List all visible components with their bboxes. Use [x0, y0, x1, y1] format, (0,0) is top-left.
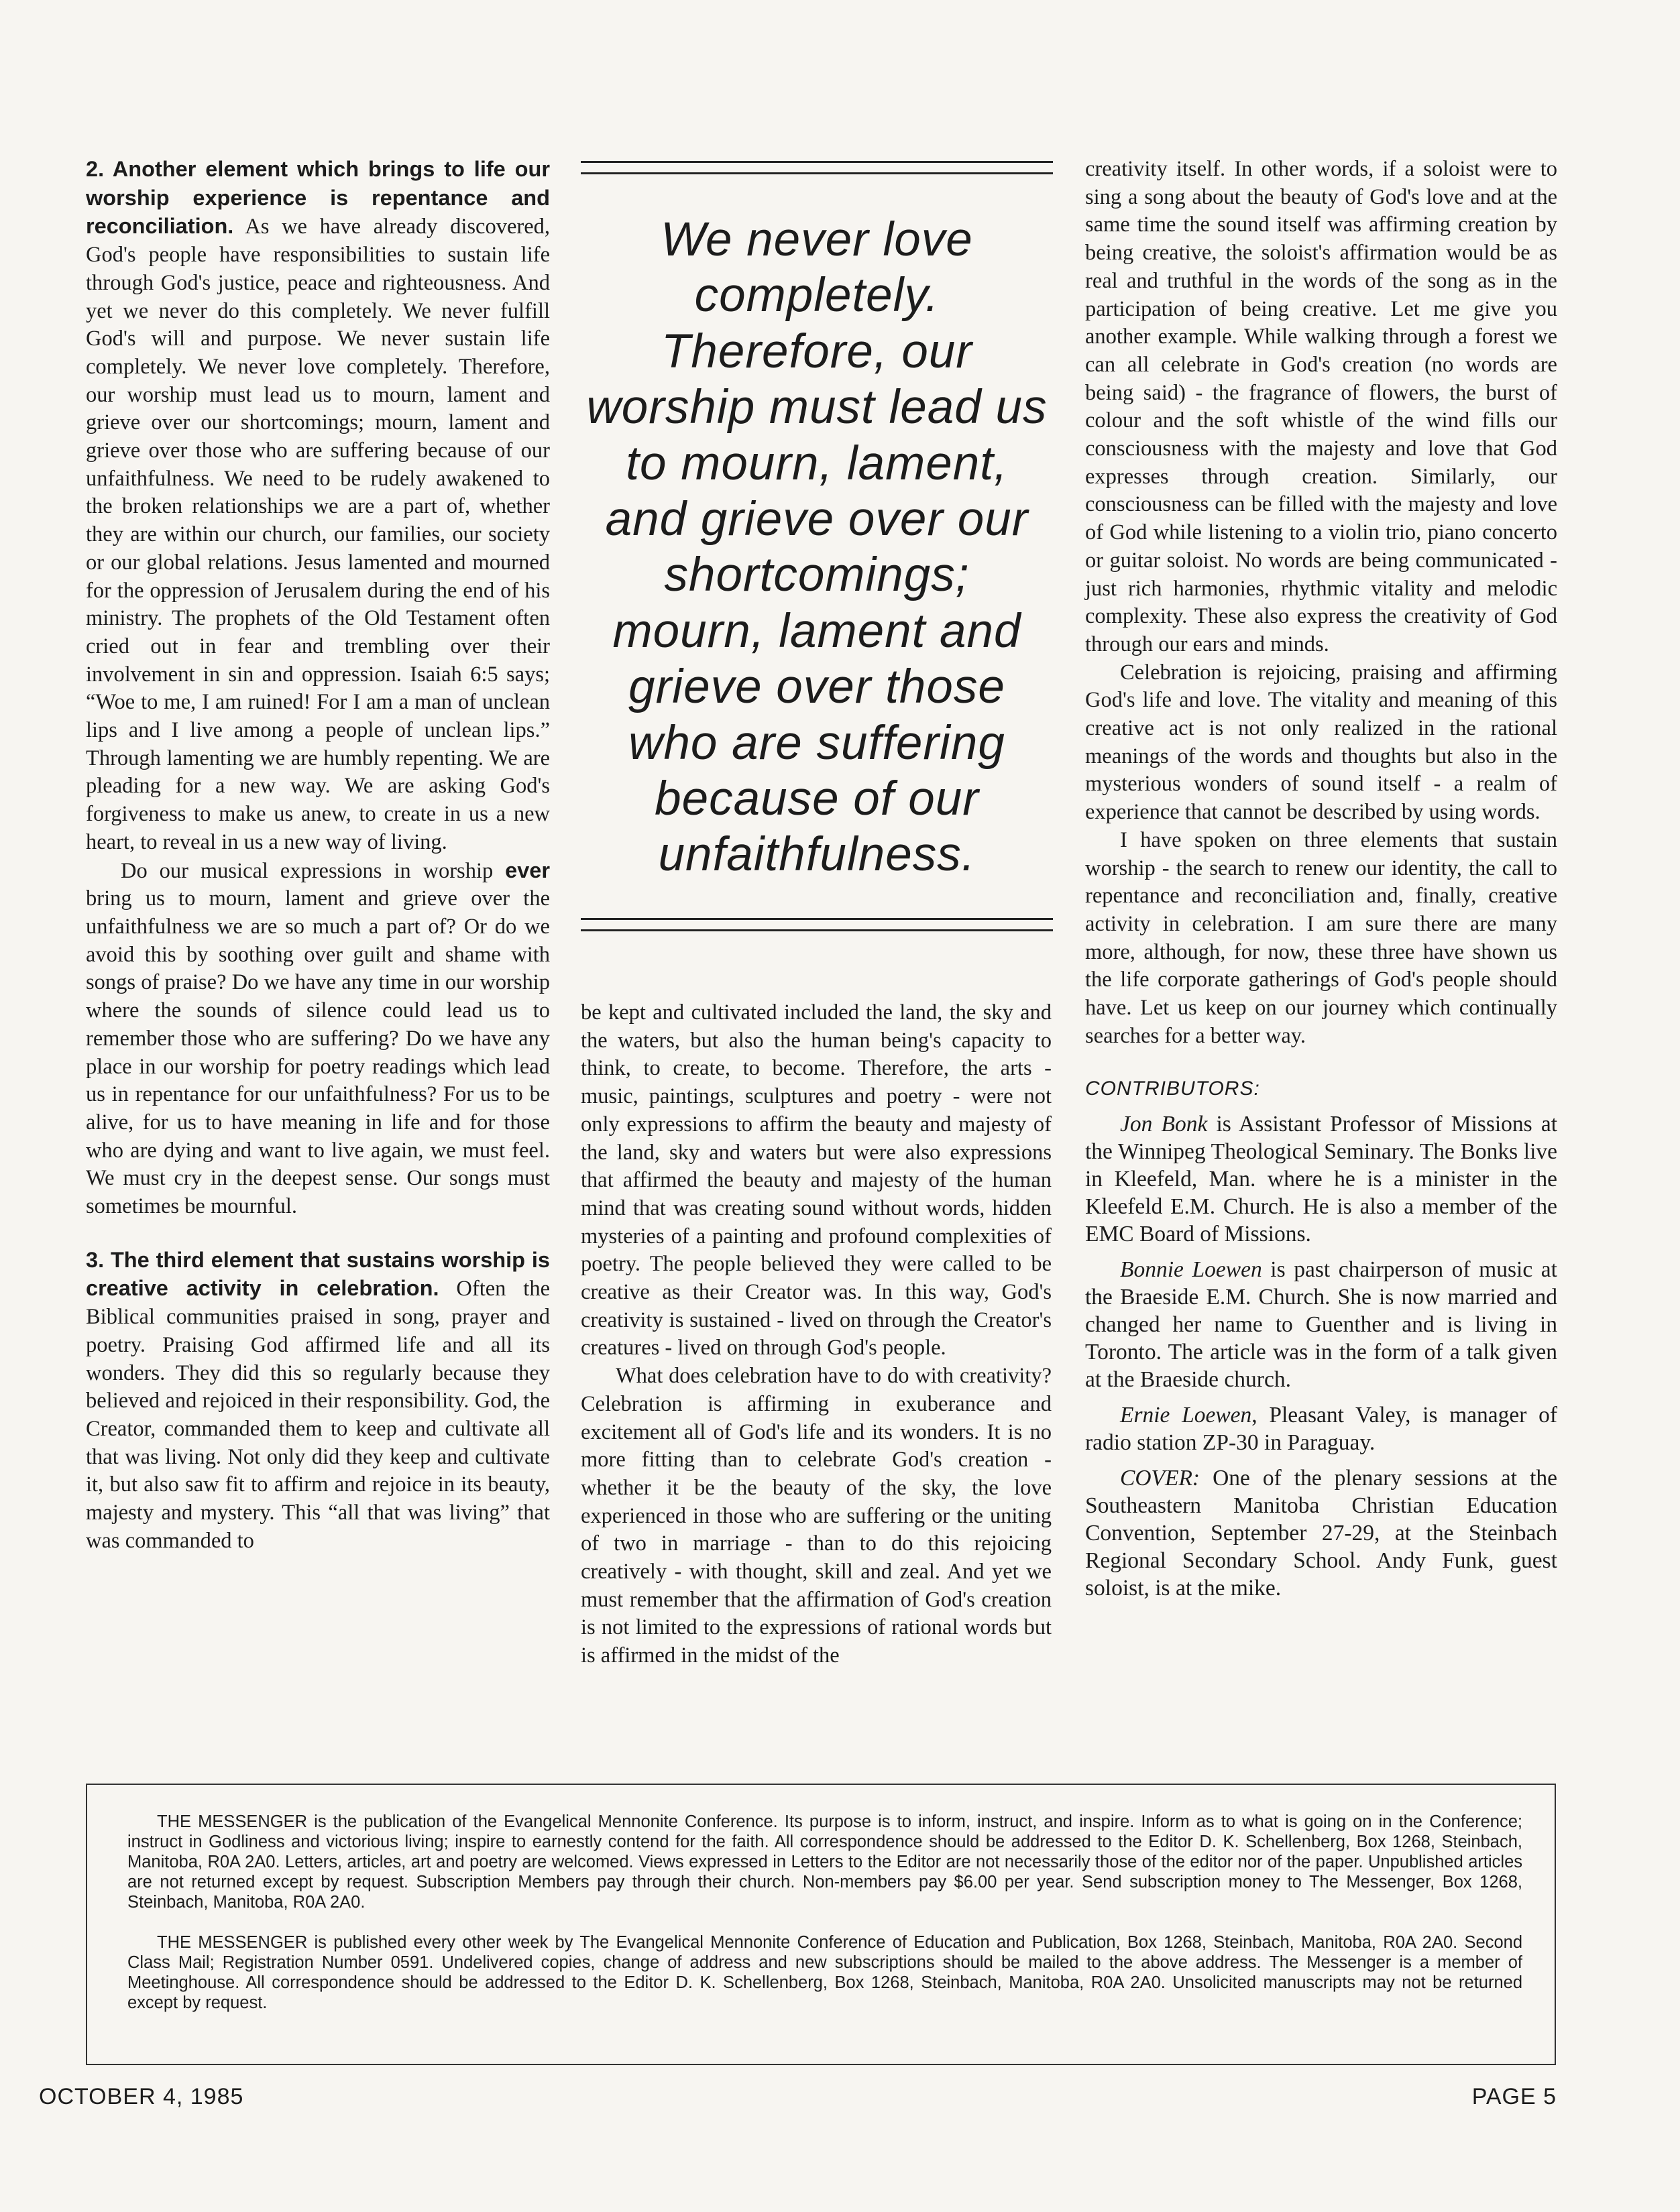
pull-quote-text: We never love completely. Therefore, our worship must lead us to mourn, lament, and grieve over our shortcomings; mourn, lament and grieve over those who are suffering because of our unfaithfulness. — [586, 213, 1048, 882]
paragraph-celebration-rejoicing: Celebration is rejoicing, praising and affirming God's life and love. The vitality and meaning of this creative act is not only realized in the rational meanings of the words and thoughts but also in the mysterious wonders of sound itself - a realm of experience that cannot be described by using words. — [1085, 660, 1557, 825]
publication-info-paragraph: THE MESSENGER is published every other week by The Evangelical Mennonite Conference of Education and Publication, Box 1268, Steinbach, Manitoba, R0A 2A0. Second Class Mail; Registration Number 0591. Undelivered copies, change of address and new subscriptions should be mailed to the above address. The Messenger is a member of Meetinghouse. All correspondence should be addressed to the Editor D. K. Schellenberg, Box 1268, Steinbach, Manitoba, R0A 2A0. Unsolicited manuscripts may not be returned except by request. — [127, 1933, 1522, 2012]
footer-page-number: PAGE 5 — [1471, 2084, 1557, 2109]
paragraph-text: Often the Biblical communities praised in song, prayer and poetry. Praising God affirmed life and all its wonders. They did this so regularly because they believed and rejoiced in their responsibility. God, the Creator, commanded them to keep and cultivate all that was living. Not only did they keep and cultivate it, but also saw fit to affirm and rejoice in its beauty, majesty and mystery. This “all that was living” that was commanded to — [86, 1277, 551, 1553]
article-column-left — [86, 156, 550, 1555]
article-column-middle — [581, 999, 1052, 1670]
contributor-name: Jon Bonk — [1120, 1112, 1208, 1137]
publication-info-paragraph: THE MESSENGER is the publication of the Evangelical Mennonite Conference. Its purpose is to inform, instruct, and inspire. Inform as to what is going on in the Conference; instruct in Godliness and victorious living; inspire to earnestly contend for the faith. All correspondence should be addressed to the Editor D. K. Schellenberg, Box 1268, Steinbach, Manitoba, R0A 2A0. Letters, articles, art and poetry are welcomed. Views expressed in Letters to the Editor are not necessarily those of the editor nor of the paper. Unpublished articles are not returned except by request. Subscription Members pay through their church. Non-members pay $6.00 per year. Send subscription money to The Messenger, Box 1268, Steinbach, Manitoba, R0A 2A0. — [127, 1812, 1522, 1912]
pull-quote — [581, 161, 1053, 931]
section-heading-repentance: 2. Another element which brings to life our worship experience is repentance and reconciliation. — [86, 157, 550, 239]
contributor-text: , Pleasant Valey, is manager of radio station ZP-30 in Paraguay. — [1085, 1403, 1558, 1456]
paragraph-creative-activity — [86, 1246, 550, 1556]
paragraph-text: As we have already discovered, God's people have responsibilities to sustain life through God's justice, peace and righteousness. And yet we never do this completely. We never fulfill God's will and purpose. We never sustain life completely. We never love completely. Therefore, our worship must lead us to mourn, lament and grieve over our shortcomings; mourn, lament and grieve over those who are suffering because of our unfaithfulness. We need to be rudely awakened to the broken relationships we are a part of, whether they are within our church, our families, our society or our global relations. Jesus lamented and mourned for the oppression of Jerusalem during the end of his ministry. The prophets of the Old Testament often cried out in fear and trembling over their involvement in sin and oppression. Isaiah 6:5 says; “Woe to me, I am ruined! For I am a man of unclean lips and I live among a people of unclean lips.” Through lamenting we are humbly repenting. We are pleading for a new way. We are asking God's forgiveness to make us anew, to create in us a new heart, to reveal in us a new way of living. — [86, 215, 550, 854]
publication-info-box — [86, 1784, 1556, 2065]
footer-date: OCTOBER 4, 1985 — [39, 2084, 244, 2109]
cover-note — [1085, 1464, 1557, 1602]
cover-label: COVER: — [1120, 1466, 1200, 1491]
paragraph-repentance — [86, 156, 550, 857]
emphasis-word: ever — [505, 858, 550, 882]
paragraph-text: Do our musical expressions in worship — [121, 858, 506, 883]
pull-quote-top-rule — [581, 161, 1053, 174]
contributor-text: is past chairperson of music at the Braeside E.M. Church. She is now married and changed her name to Guenther and is living in Toronto. The article was in the form of a talk given at the Braeside church. — [1085, 1257, 1557, 1393]
paragraph-musical-expressions — [86, 857, 550, 1221]
contributor-name: Bonnie Loewen — [1120, 1257, 1262, 1283]
contributor-entry — [1085, 1401, 1557, 1456]
contributor-entry — [1085, 1110, 1557, 1248]
paragraph-text: bring us to mourn, lament and grieve over the unfaithfulness we are so much a part of? Or do we avoid this by soothing over guilt and shame with songs of praise? Do we have any time in our worship where the sounds of silence could lead us to remember those who are suffering? Do we have any place in our worship for poetry readings which lead us in repentance for our unfaithfulness? For us to be alive, for us to have meaning in life and for those who are dying and want to live again, we must feel. We must cry in the deepest sense. Our songs must sometimes be mournful. — [86, 886, 550, 1219]
contributor-text: is Assistant Professor of Missions at the Winnipeg Theological Seminary. The Bonks live in Kleefeld, Man. where he is a minister in the Kleefeld E.M. Church. He is also a member of the EMC Board of Missions. — [1085, 1112, 1557, 1247]
paragraph-arts: be kept and cultivated included the land, the sky and the waters, but also the human being's capacity to think, to create, to become. Therefore, the arts - music, paintings, sculptures and poetry - were not only expressions to affirm the beauty and majesty of the land, sky and waters but were also expressions that affirmed the beauty and majesty of the human mind that was creating sound without words, hidden mysteries of a painting and profound complexities of poetry. The people believed they were called to be creative as their Creator was. In this way, God's creativity is sustained - lived on through the Creator's creatures - lived on through God's people. — [581, 1000, 1052, 1360]
contributor-entry — [1085, 1256, 1557, 1393]
paragraph-conclusion: I have spoken on three elements that sustain worship - the search to renew our identity, the call to repentance and reconciliation and, finally, creative activity in celebration. I am sure there are many more, although, for now, these three have shown us the life corporate gatherings of God's people should have. Let us keep on our journey which continually searches for a better way. — [1085, 827, 1557, 1048]
paragraph-creativity-itself: creativity itself. In other words, if a soloist were to sing a song about the beauty of God's love and at the same time the sound itself was affirming creation by being creative, the soloist's affirmation would be as real and truthful in the words of the song as in the participation of being creative. Let me give you another example. While walking through a forest we can all celebrate in God's creation (no words are being said) - the fragrance of flowers, the burst of colour and the soft whistle of the wind fills our consciousness with the majesty and love that God expresses through creation. Similarly, our consciousness can be filled with the majesty and love of God while listening to a violin trio, piano concerto or guitar soloist. No words are being communicated - just rich harmonies, rhythmic vitality and melodic complexity. These also express the creativity of God through our ears and minds. — [1085, 157, 1557, 656]
pull-quote-bottom-rule — [581, 918, 1053, 931]
contributors-heading: CONTRIBUTORS: — [1085, 1077, 1260, 1100]
paragraph-celebration-creativity: What does celebration have to do with creativity? Celebration is affirming in exuberance and excitement all of God's life and its wonders. It is no more fitting than to celebrate God's creation - whether it be the beauty of the sky, the love experienced in those who are suffering or the uniting of two in marriage - than to do this rejoicing creatively - with thought, skill and zeal. And yet we must remember that the affirmation of God's creation is not limited to the expressions of rational words but is affirmed in the midst of the — [581, 1364, 1052, 1668]
section-heading-creative-activity: 3. The third element that sustains worship is creative activity in celebration. — [86, 1247, 550, 1301]
contributor-name: Ernie Loewen — [1120, 1403, 1252, 1428]
cover-text: One of the plenary sessions at the Southeastern Manitoba Christian Education Convention, September 27-29, at the Steinbach Regional Secondary School. Andy Funk, guest soloist, is at the mike. — [1085, 1466, 1557, 1601]
article-column-right — [1085, 156, 1557, 1602]
